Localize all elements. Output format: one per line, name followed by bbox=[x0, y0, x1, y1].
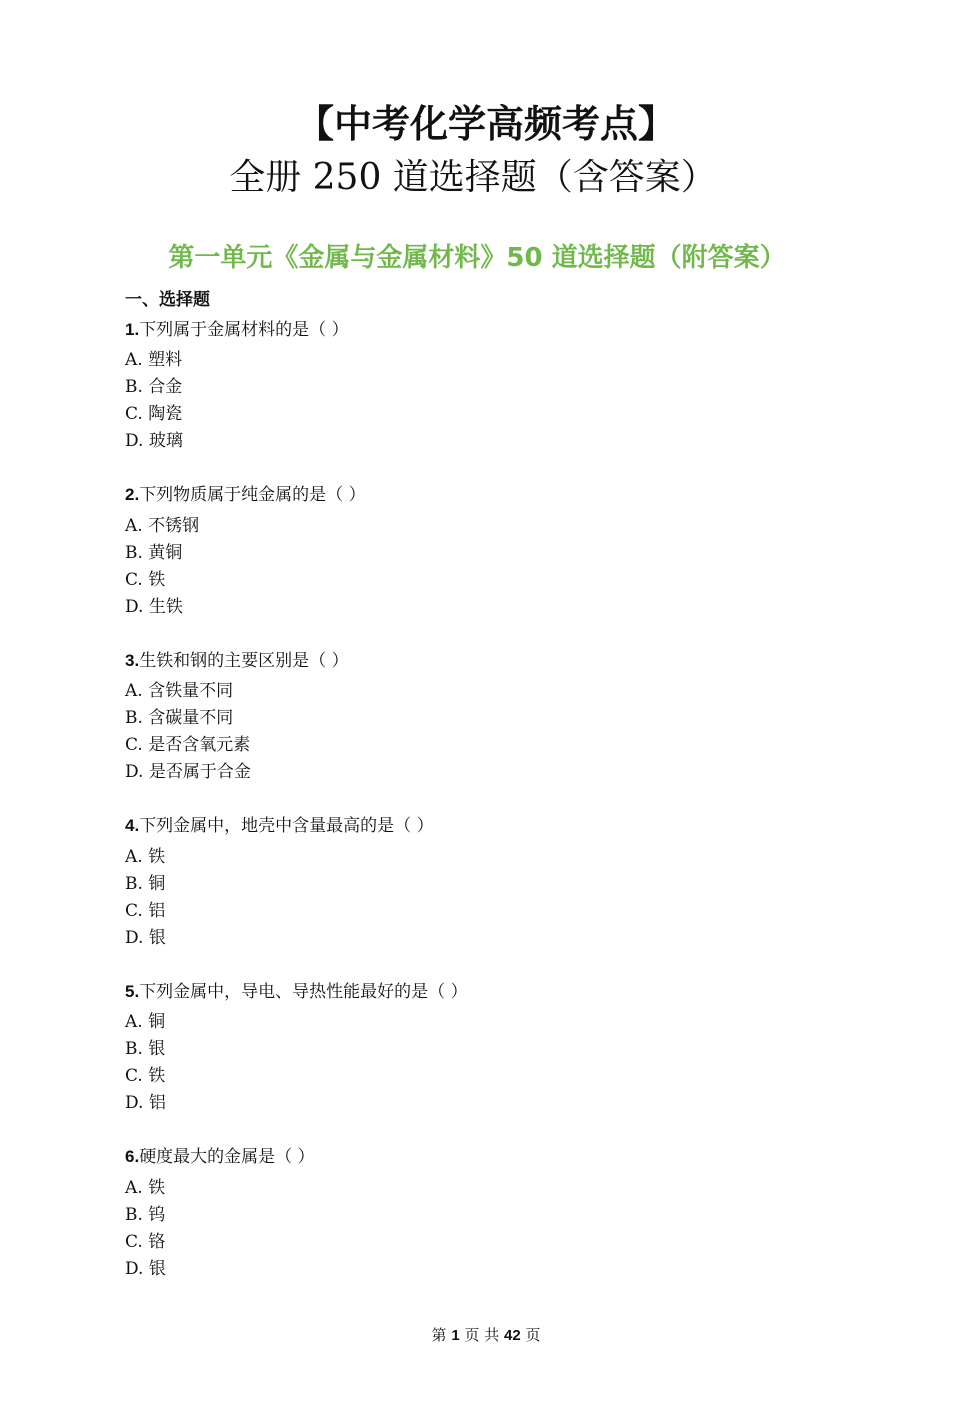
option-4d: D. 银 bbox=[125, 928, 166, 948]
question-4-stem bbox=[125, 814, 434, 838]
question-5-stem bbox=[125, 980, 468, 1004]
option-3b: B. 含碳量不同 bbox=[125, 708, 234, 728]
option-3d: D. 是否属于合金 bbox=[125, 762, 251, 782]
option-2c: C. 铁 bbox=[125, 570, 166, 590]
question-2-stem bbox=[125, 483, 366, 507]
option-3a: A. 含铁量不同 bbox=[125, 681, 234, 701]
option-5c: C. 铁 bbox=[125, 1066, 166, 1086]
page-footer bbox=[0, 1324, 972, 1347]
option-5a: A. 铜 bbox=[125, 1012, 166, 1032]
document-subtitle: 全册 250 道选择题（含答案） bbox=[229, 157, 717, 198]
footer-prefix: 第 bbox=[431, 1326, 447, 1344]
unit-title: 第一单元《金属与金属材料》50 道选择题（附答案） bbox=[168, 243, 786, 273]
option-2b: B. 黄铜 bbox=[125, 543, 183, 563]
question-number: 2. bbox=[125, 485, 140, 504]
question-text: 下列金属中，导电、导热性能最好的是（ ） bbox=[139, 982, 468, 1002]
option-5b: B. 银 bbox=[125, 1039, 166, 1059]
question-number: 3. bbox=[125, 651, 140, 670]
question-1-stem bbox=[125, 318, 349, 342]
option-6b: B. 钨 bbox=[125, 1205, 166, 1225]
question-number: 1. bbox=[125, 320, 140, 339]
page-total: 42 bbox=[504, 1327, 521, 1344]
option-3c: C. 是否含氧元素 bbox=[125, 735, 251, 755]
question-number: 6. bbox=[125, 1147, 140, 1166]
question-number: 4. bbox=[125, 816, 140, 835]
question-text: 下列属于金属材料的是（ ） bbox=[139, 320, 349, 340]
question-number: 5. bbox=[125, 982, 140, 1001]
option-4a: A. 铁 bbox=[125, 847, 166, 867]
option-2d: D. 生铁 bbox=[125, 597, 183, 617]
question-text: 硬度最大的金属是（ ） bbox=[139, 1147, 315, 1167]
option-5d: D. 铝 bbox=[125, 1093, 166, 1113]
footer-middle: 页 共 bbox=[464, 1326, 500, 1344]
option-1d: D. 玻璃 bbox=[125, 431, 183, 451]
option-4c: C. 铝 bbox=[125, 901, 166, 921]
page-number: 1 bbox=[451, 1327, 460, 1344]
footer-suffix: 页 bbox=[525, 1326, 541, 1344]
option-1c: C. 陶瓷 bbox=[125, 404, 183, 424]
option-6d: D. 银 bbox=[125, 1259, 166, 1279]
option-6a: A. 铁 bbox=[125, 1178, 166, 1198]
question-6-stem bbox=[125, 1145, 315, 1169]
question-text: 下列金属中，地壳中含量最高的是（ ） bbox=[139, 816, 434, 836]
option-2a: A. 不锈钢 bbox=[125, 516, 200, 536]
document-title: 【中考化学高频考点】 bbox=[295, 102, 676, 146]
option-1a: A. 塑料 bbox=[125, 350, 183, 370]
option-6c: C. 铬 bbox=[125, 1232, 166, 1252]
question-text: 下列物质属于纯金属的是（ ） bbox=[139, 485, 366, 505]
question-text: 生铁和钢的主要区别是（ ） bbox=[139, 651, 349, 671]
option-1b: B. 合金 bbox=[125, 377, 183, 397]
question-3-stem bbox=[125, 649, 349, 673]
section-title: 一、选择题 bbox=[125, 290, 210, 310]
option-4b: B. 铜 bbox=[125, 874, 166, 894]
